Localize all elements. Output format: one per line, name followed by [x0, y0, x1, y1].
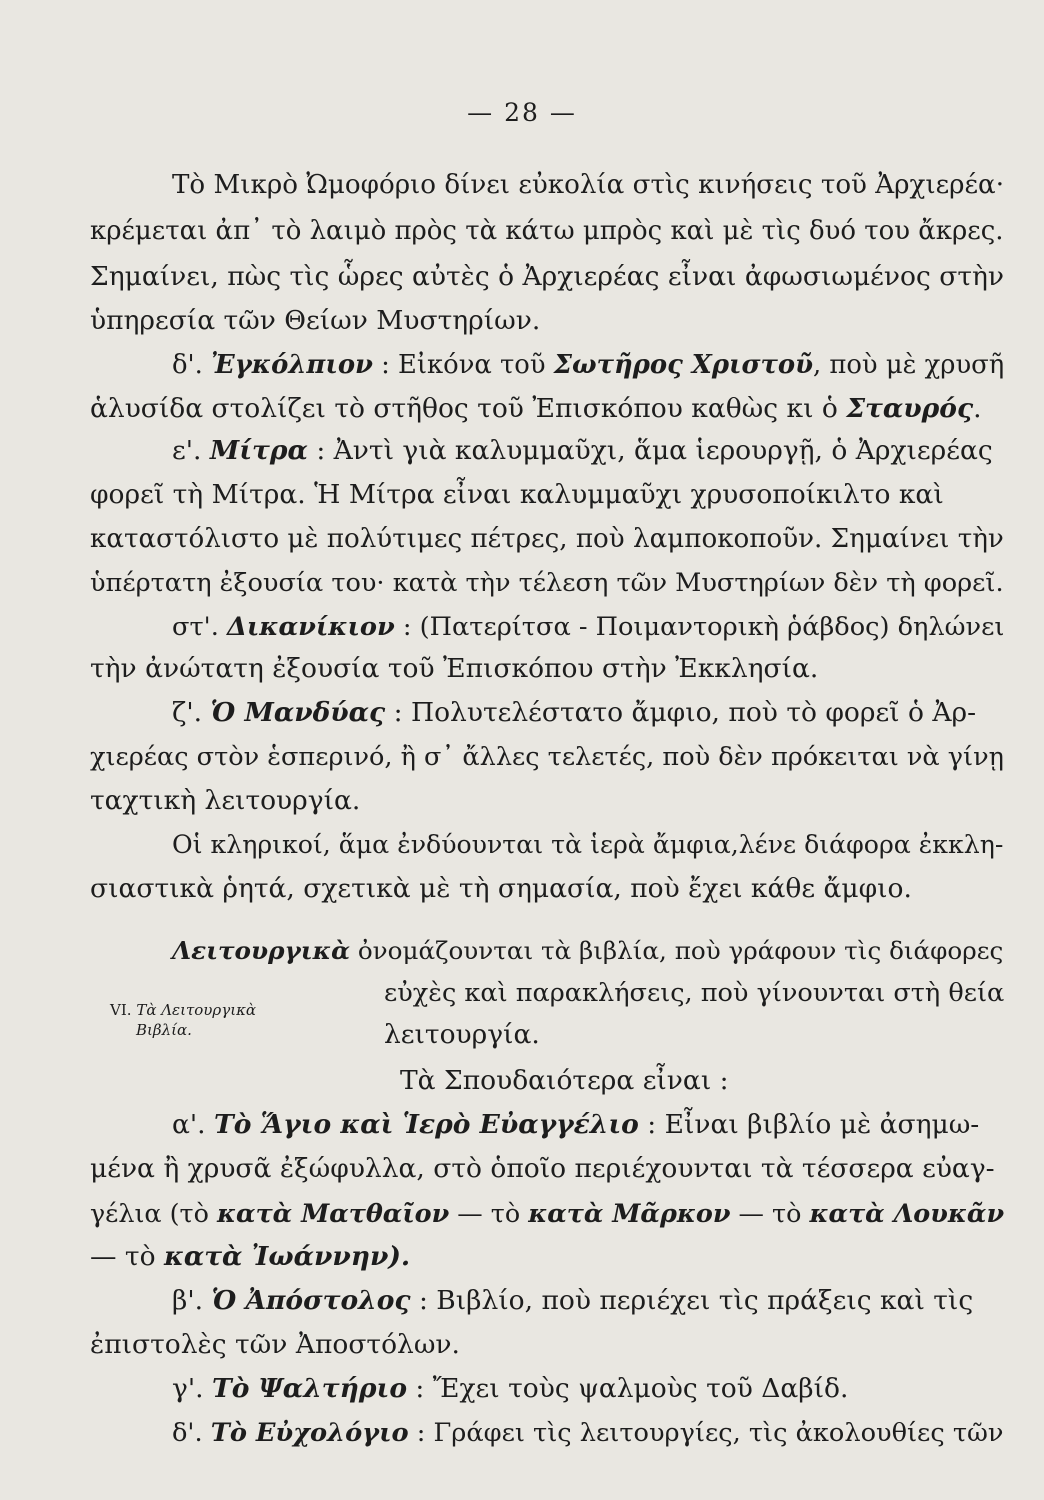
- text-line: [90, 1240, 410, 1274]
- text-line: [90, 566, 1004, 600]
- text-run: Σημαίνει, πὼς τὶς ὧρες αὐτὲς ὁ Ἀρχιερέας εἶναι ἀφωσιωμένος στὴν: [90, 261, 1004, 292]
- text-line: [90, 652, 818, 686]
- text-run: — τὸ: [90, 1241, 164, 1272]
- text-run: ταχτικὴ λειτουργία.: [90, 785, 361, 816]
- text-line: [90, 478, 944, 512]
- text-line: [90, 1328, 460, 1362]
- bold-term: Ὁ Μανδύας: [210, 697, 386, 728]
- text-run: , ποὺ μὲ χρυσῆ: [813, 350, 1005, 380]
- text-run: — τὸ: [730, 1198, 810, 1228]
- text-run: ὑπηρεσία τῶν Θείων Μυστηρίων.: [90, 305, 541, 336]
- margin-note-line2: Βιβλία.: [136, 1021, 192, 1039]
- text-run: Τὸ Μικρὸ Ὠμοφόριο δίνει εὐκολία στὶς κινήσεις τοῦ Ἀρχιερέα·: [172, 170, 1005, 200]
- bold-term: κατὰ Μᾶρκον: [528, 1198, 731, 1228]
- text-run: σιαστικὰ ῥητά, σχετικὰ μὲ τὴ σημασία, ποὺ ἔχει κάθε ἄμφιο.: [90, 873, 912, 904]
- text-line: [172, 610, 1004, 644]
- bold-term: Μίτρα: [209, 435, 308, 466]
- text-line: [172, 696, 976, 730]
- text-run: β'.: [172, 1285, 212, 1316]
- text-run: τὴν ἀνώτατη ἐξουσία τοῦ Ἐπισκόπου στὴν Ἐκκλησία.: [90, 653, 819, 684]
- text-run: λειτουργία.: [384, 1019, 540, 1050]
- text-run: καταστόλιστο μὲ πολύτιμες πέτρες, ποὺ λαμποκοποῦν. Σημαίνει τὴν: [90, 524, 1004, 554]
- text-line: [172, 1284, 973, 1318]
- text-run: ὑπέρτατη ἐξουσία του· κατὰ τὴν τέλεση τῶν Μυστηρίων δὲν τὴ φορεῖ.: [90, 568, 1004, 598]
- text-run: κρέμεται ἀπ᾽ τὸ λαιμὸ πρὸς τὰ κάτω μπρὸς καὶ μὲ τὶς δυό του ἄκρες.: [90, 216, 1004, 246]
- text-run: χιερέας στὸν ἑσπερινό, ἢ σ᾽ ἄλλες τελετές, ποὺ δὲν πρόκειται νὰ γίνῃ: [90, 742, 1004, 772]
- margin-note-numeral: VI.: [110, 1001, 132, 1019]
- text-run: — τὸ: [449, 1198, 529, 1228]
- bold-term: κατὰ Λουκᾶν: [809, 1198, 1005, 1228]
- text-line: [172, 434, 993, 468]
- text-line: [172, 1108, 979, 1142]
- bold-term: Ὁ Ἀπόστολος: [211, 1285, 411, 1316]
- text-line: [90, 392, 982, 426]
- bold-term: Σωτῆρος Χριστοῦ: [553, 350, 814, 380]
- text-line: [90, 1196, 1004, 1230]
- bold-term: κατὰ Ἰωάννην).: [163, 1241, 411, 1272]
- text-line: [90, 304, 540, 338]
- text-run: .: [973, 393, 982, 424]
- text-run: εὐχὲς καὶ παρακλήσεις, ποὺ γίνουνται στὴ θεία: [384, 978, 1005, 1008]
- margin-note-line1: Τὰ Λειτουργικὰ: [136, 1001, 257, 1019]
- text-run: Τὰ Σπουδαιότερα εἶναι :: [400, 1065, 729, 1096]
- text-run: : Εἰκόνα τοῦ: [372, 350, 554, 380]
- text-run: ε'.: [172, 435, 210, 466]
- text-line: [400, 1064, 729, 1098]
- page-number: — 28 —: [467, 98, 577, 127]
- text-run: : Βιβλίο, ποὺ περιέχει τὶς πράξεις καὶ τὶς: [410, 1285, 974, 1316]
- text-run: μένα ἢ χρυσᾶ ἐξώφυλλα, στὸ ὁποῖο περιέχουνται τὰ τέσσερα εὐαγ-: [90, 1153, 995, 1184]
- text-run: : Ἀντὶ γιὰ καλυμμαῦχι, ἅμα ἱερουργῇ, ὁ Ἀρχιερέας: [307, 435, 993, 466]
- text-line: [90, 872, 912, 906]
- text-line: [90, 1152, 995, 1186]
- text-line: [172, 1372, 848, 1406]
- text-line: [90, 522, 1004, 556]
- text-run: ἐπιστολὲς τῶν Ἀποστόλων.: [90, 1329, 460, 1360]
- text-line: [384, 1018, 540, 1052]
- bold-term: Ἐγκόλπιον: [211, 350, 373, 380]
- text-line: [90, 740, 1004, 774]
- text-line: [384, 976, 1004, 1010]
- text-run: δ'.: [172, 1418, 211, 1448]
- text-run: φορεῖ τὴ Μίτρα. Ἡ Μίτρα εἶναι καλυμμαῦχι χρυσοποίκιλτο καὶ: [90, 479, 944, 510]
- text-run: Οἱ κληρικοί, ἅμα ἐνδύουνται τὰ ἱερὰ ἄμφια,λένε διάφορα ἐκκλη-: [172, 830, 1004, 859]
- text-run: : Πολυτελέστατο ἄμφιο, ποὺ τὸ φορεῖ ὁ Ἀρ-: [385, 697, 977, 728]
- text-line: [172, 828, 1003, 862]
- margin-note: [110, 1000, 256, 1040]
- text-run: : Εἶναι βιβλίο μὲ ἀσημω-: [638, 1109, 980, 1140]
- text-run: γέλια (τὸ: [90, 1198, 217, 1228]
- text-run: : (Πατερίτσα - Ποιμαντορικὴ ῥάβδος) δηλώνει: [394, 612, 1005, 642]
- text-run: ἁλυσίδα στολίζει τὸ στῆθος τοῦ Ἐπισκόπου καθὼς κι ὁ: [90, 393, 847, 424]
- text-run: δ'.: [172, 350, 212, 380]
- bold-term: Σταυρός: [846, 393, 974, 424]
- bold-term: κατὰ Ματθαῖον: [216, 1198, 450, 1228]
- text-line: [172, 934, 1003, 968]
- text-run: στ'.: [172, 612, 227, 642]
- text-run: ζ'.: [172, 697, 211, 728]
- text-run: γ'.: [172, 1373, 212, 1404]
- text-run: : Ἔχει τοὺς ψαλμοὺς τοῦ Δαβίδ.: [407, 1373, 849, 1404]
- bold-term: Τὸ Ἅγιο καὶ Ἱερὸ Εὐαγγέλιο: [214, 1109, 639, 1140]
- text-line: [90, 260, 1004, 294]
- text-run: ὀνομάζουνται τὰ βιβλία, ποὺ γράφουν τὶς διάφορες: [350, 936, 1004, 965]
- bold-term: Δικανίκιον: [226, 612, 395, 642]
- text-line: [90, 784, 360, 818]
- bold-term: Λειτουργικὰ: [172, 936, 351, 965]
- text-line: [172, 348, 1004, 382]
- text-run: : Γράφει τὶς λειτουργίες, τὶς ἀκολουθίες τῶν: [408, 1418, 1004, 1448]
- bold-term: Τὸ Ψαλτήριο: [211, 1373, 407, 1404]
- bold-term: Τὸ Εὐχολόγιο: [210, 1418, 409, 1448]
- text-line: [172, 1416, 1003, 1450]
- text-line: [90, 214, 1004, 248]
- text-line: [172, 168, 1004, 202]
- text-run: α'.: [172, 1109, 215, 1140]
